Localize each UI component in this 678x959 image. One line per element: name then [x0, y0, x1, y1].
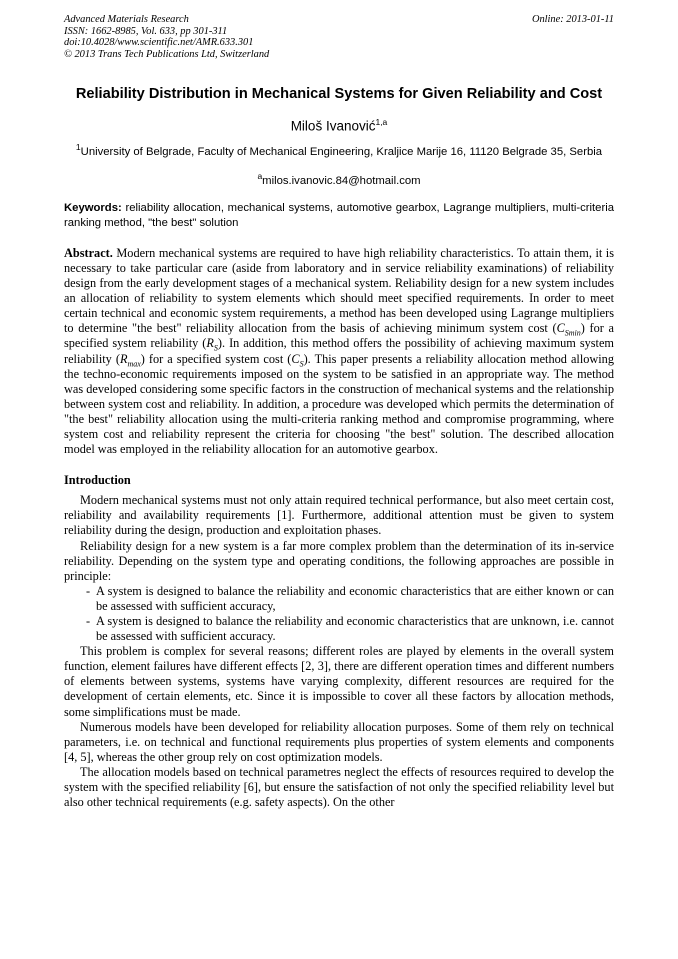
list-item-text: A system is designed to balance the reliability and economic characteristics that are unknown, i.e. cannot be assessed with sufficient accuracy. [96, 613, 614, 644]
online-date: Online: 2013-01-11 [531, 14, 614, 25]
var-rs [206, 336, 218, 353]
email-address[interactable]: milos.ivanovic.84@hotmail.com [262, 174, 421, 187]
paper-page [64, 14, 614, 810]
abstract-text: ) for a specified system reliability ( [64, 321, 614, 351]
var-rmax [119, 351, 141, 369]
abstract [64, 246, 614, 457]
abstract-text: ) for a specified system cost ( [140, 351, 292, 366]
journal-name: Advanced Materials Research [64, 14, 189, 25]
journal-issn: ISSN: 1662-8985, Vol. 633, pp 301-311 [64, 25, 228, 37]
var-csmin-sub: Smin [564, 328, 581, 338]
abstract-text: ). This paper presents a reliability allocation method allowing the techno-economic requirements imposed on the system to be satisfied in an appropriate way. The method was developed considering some specific factors in the construction of mechanical systems and the relationship between system cost and reliability. In addition, a procedure was developed which permits the determination of "the best" reliability allocation using the multi-criteria ranking method and compromise programming, where system cost and reliability represent the criteria for choosing "the best" solution. The described allocation model was employed in the reliability allocation for an automotive gearbox. [64, 351, 614, 457]
journal-header [64, 14, 614, 60]
affiliation-text: University of Belgrade, Faculty of Mechanical Engineering, Kraljice Marije 16, 11120 Belgrade 35, Serbia [80, 145, 603, 158]
keywords-text: reliability allocation, mechanical systems, automotive gearbox, Lagrange multipliers, multi-criteria ranking method, "the best" solution [64, 202, 615, 230]
var-cs-base: C [291, 351, 300, 366]
paragraph: The allocation models based on technical parametres neglect the effects of resources required to develop the system with the specified reliability [6], but ensure the satisfaction of not only the specified reliability level but also other technical requirements (e.g. safety aspects). On the other [64, 764, 614, 810]
list-item [64, 584, 614, 614]
journal-doi: doi:10.4028/www.scientific.net/AMR.633.301 [64, 37, 254, 48]
keywords [64, 201, 614, 231]
var-csmin [556, 321, 581, 338]
email [64, 169, 614, 188]
abstract-text: Modern mechanical systems are required to have high reliability characteristics. To attain them, it is necessary to take particular care (aside from laboratory and in service reliability examinations) of reliability design from the early development stages of a mechanical system. Reliability design for a new system includes an allocation of reliability to system elements which should meet specified requirements. In order to meet certain technical and economic system requirements, a method has been developed using Lagrange multipliers to determine "the best" reliability allocation from the basis of achieving minimum system cost ( [64, 245, 615, 336]
abstract-label: Abstract. [64, 245, 113, 260]
author [64, 114, 614, 135]
list-item-text: A system is designed to balance the reliability and economic characteristics that are either known or can be assessed with sufficient accuracy, [96, 583, 614, 613]
var-rs-sub: S [213, 343, 218, 353]
paragraph: Reliability design for a new system is a far more complex problem than the determination of its in-service reliability. Depending on the system type and operating conditions, the following approaches are possible in principle: [64, 538, 614, 583]
introduction-body [64, 493, 614, 810]
approach-list [64, 584, 614, 644]
section-heading-introduction: Introduction [64, 473, 131, 488]
paragraph: Numerous models have been developed for reliability allocation purposes. Some of them rely on technical parameters, i.e. on technical and functional requirements plus properties of system elements and components [4, 5], whereas the other group rely on cost optimization models. [64, 719, 614, 764]
author-name: Miloš Ivanović [290, 118, 376, 133]
abstract-text: ). In addition, this method offers the possibility of achieving maximum system reliability ( [64, 336, 614, 366]
var-rmax-base: R [119, 351, 128, 366]
var-rs-base: R [206, 336, 214, 351]
var-rmax-sub: max [127, 359, 141, 369]
journal-copyright: © 2013 Trans Tech Publications Ltd, Switzerland [64, 48, 270, 60]
list-item [64, 614, 614, 644]
paragraph: This problem is complex for several reasons; different roles are played by elements in the overall system function, element failures have different effects [2, 3], there are different operation times and different numbers of elements between systems, systems have varying complexity, different resources are required for the development of certain elements, etc. Since it is impossible to cover all these factors by allocation methods, some simplifications must be made. [64, 644, 614, 719]
paragraph: Modern mechanical systems must not only attain required technical performance, but also meet certain cost, reliability and availability requirements [1]. Furthermore, additional attention must be given to system reliability during the design, production and exploitation phases. [64, 493, 614, 538]
dash-bullet: - [86, 583, 91, 598]
var-csmin-base: C [556, 321, 565, 336]
dash-bullet: - [86, 613, 91, 628]
paper-title: Reliability Distribution in Mechanical Systems for Given Reliability and Cost [75, 86, 603, 102]
affiliation-sup: 1 [75, 142, 81, 152]
var-cs [291, 351, 304, 369]
var-cs-sub: S [299, 359, 304, 369]
keywords-label: Keywords: [64, 202, 122, 215]
author-sup: 1,a [375, 116, 388, 127]
affiliation [64, 140, 614, 160]
email-sup: a [257, 170, 263, 181]
